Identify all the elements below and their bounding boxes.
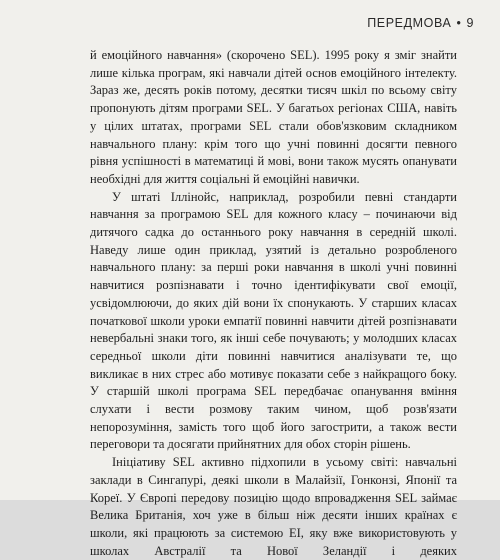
page-number: 9 xyxy=(466,16,474,30)
header-separator: • xyxy=(456,16,462,30)
running-header xyxy=(367,16,474,30)
body-text xyxy=(90,47,457,560)
chapter-title: ПЕРЕДМОВА xyxy=(367,16,452,30)
paragraph-3: Ініціативу SEL активно підхопили в усьому світі: навчальні заклади в Сингапурі, деякі школи в Малайзії, Гонконзі, Японії та Кореї. У Європі передову позицію щодо впровадження SEL займає Велика Британія, хоч уже в більш ніж десяти інших країнах є школи, які працюють за системою EI, яку вже використовують у школах Австралії та Нової Зеландії і деяких xyxy=(90,455,457,558)
paragraph-2: У штаті Іллінойс, наприклад, розробили певні стандарти навчання за програмою SEL для кожного класу – починаючи від дитячого садка до останнього року навчання в середній школі. Наведу лише один приклад, узятий із детально розробленого навчального плану: за перші роки навчання в школі учні повинні навчитися розпізнавати і точно ідентифікувати свої емоції, усвідомлюючи, до яких дій вони їх спонукають. У старших класах початкової школи уроки емпатії повинні навчити дітей розпізнавати невербальні знаки того, як інші себе почувають; у молодших класах середньої школи діти повинні навчитися аналізувати те, що викликає в них стрес або мотивує показати себе з найкращого боку. У старшій школі програма SEL передбачає опанування вміння слухати і вести розмову таким чином, щоб розв'язати непорозуміння, замість того щоб його загострити, а також вести переговори та досягати прийнятних для обох сторін рішень. xyxy=(90,189,457,452)
paragraph-1: й емоційного навчання» (скорочено SEL). 1995 року я зміг знайти лише кілька програм, які навчали дітей основ емоційного інтелекту. Зараз же, десять років потому, десятки тисяч шкіл по всьому світу пропонують дітям програми SEL. У багатьох регіонах США, навіть у цілих штатах, програми SEL стали обов'язковим складником навчального плану: крім того що учні повинні досягти певного рівня успішності в математиці й мові, вони також мусять опанувати необхідні для життя соціальні й емоційні навички. xyxy=(90,48,457,186)
